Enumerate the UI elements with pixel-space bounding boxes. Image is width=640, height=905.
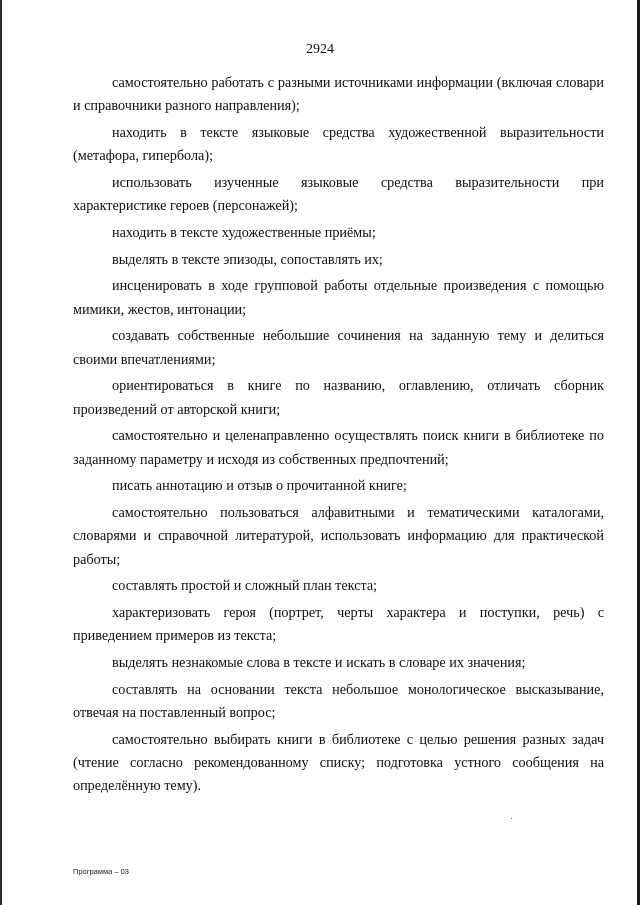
paragraph: составлять простой и сложный план текста; bbox=[112, 578, 378, 595]
paragraph: использовать изученные языковые средства выразительности при характеристике героев (персонажей); bbox=[73, 174, 604, 215]
paragraph: выделять незнакомые слова в тексте и искать в словаре их значения; bbox=[112, 654, 526, 671]
paragraph: ориентироваться в книге по названию, оглавлению, отличать сборник произведений от авторской книги; bbox=[73, 378, 604, 418]
paragraph: писать аннотацию и отзыв о прочитанной книге; bbox=[112, 478, 407, 495]
scan-speck bbox=[511, 818, 512, 819]
page-number: 2924 bbox=[306, 42, 334, 57]
paragraph: инсценировать в ходе групповой работы отдельные произведения с помощью мимики, жестов, интонации; bbox=[73, 278, 604, 318]
paragraph: составлять на основании текста небольшое монологическое высказывание, отвечая на поставленный вопрос; bbox=[73, 681, 604, 721]
paragraph: выделять в тексте эпизоды, сопоставлять их; bbox=[112, 251, 383, 268]
paragraph: создавать собственные небольшие сочинения на заданную тему и делиться своими впечатлениями; bbox=[73, 328, 604, 368]
scan-edge-left bbox=[0, 0, 2, 905]
paragraph: находить в тексте языковые средства художественной выразительности (метафора, гипербола); bbox=[73, 124, 604, 165]
paragraph: находить в тексте художественные приёмы; bbox=[112, 224, 376, 241]
document-body bbox=[73, 72, 604, 802]
paragraph: характеризовать героя (портрет, черты характера и поступки, речь) с приведением примеров из текста; bbox=[73, 604, 604, 645]
paragraph: самостоятельно и целенаправленно осуществлять поиск книги в библиотеке по заданному параметру и исходя из собственных предпочтений; bbox=[73, 428, 604, 468]
footer-label: Программа – 03 bbox=[73, 867, 129, 876]
paragraph: самостоятельно пользоваться алфавитными и тематическими каталогами, словарями и справочной литературой, использовать информацию для практической работы; bbox=[73, 504, 604, 568]
paragraph: самостоятельно выбирать книги в библиотеке с целью решения разных задач (чтение согласно рекомендованному списку; подготовка устного сообщения на определённую тему). bbox=[73, 731, 604, 795]
paragraph: самостоятельно работать с разными источниками информации (включая словари и справочники разного направления); bbox=[73, 75, 604, 115]
